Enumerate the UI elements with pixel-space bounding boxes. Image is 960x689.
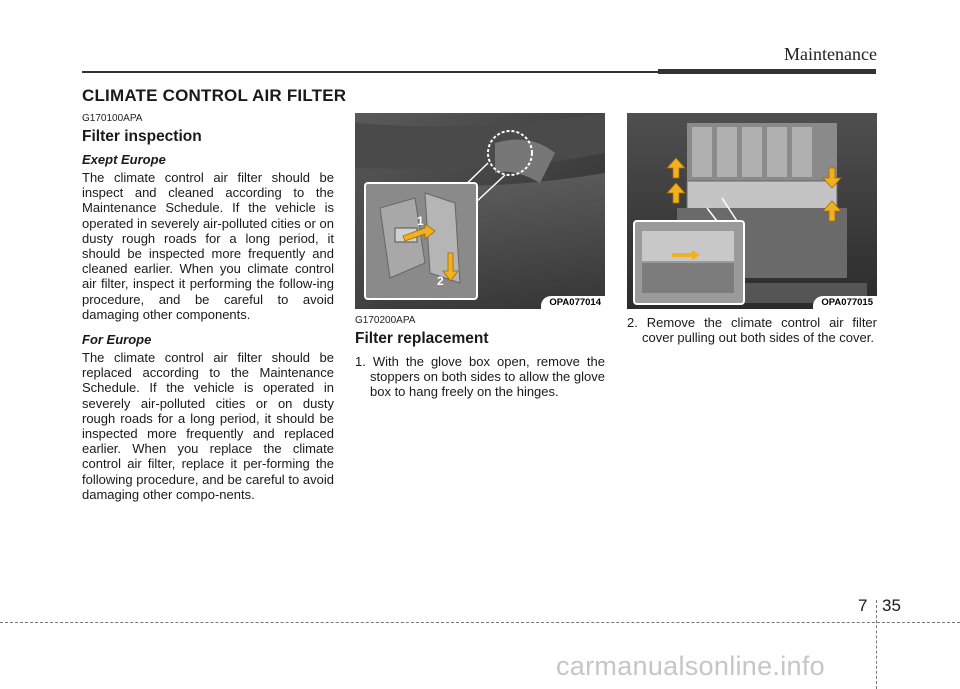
section-title: CLIMATE CONTROL AIR FILTER <box>82 86 347 105</box>
chapter-header-title: Maintenance <box>784 44 877 64</box>
except-europe-text: The climate control air filter should be inspect and cleaned according to the Maintenance Schedule. If the vehicle is operated in severely air-polluted cities or on dusty rough roads for a long period, it should be inspected more frequently and cleaned earlier. When you climate control air filter, inspect it performing the follow-ing procedure, and be careful to avoid damaging other components. <box>82 170 334 322</box>
europe-text: The climate control air filter should be replaced according to the Maintenance Schedule. If the vehicle is operated in severely air-polluted cities or on dusty rough roads for a long period, it should be inspected more frequently and replaced earlier. When you replace the climate control air filter, replace it per-forming the following procedure, and be careful to avoid damaging other compo-nents. <box>82 350 334 502</box>
page-number: 35 <box>882 596 901 615</box>
replacement-code: G170200APA <box>355 315 416 326</box>
replacement-step-1: 1. With the glove box open, remove the stoppers on both sides to allow the glove box to hang freely on the hinges. <box>355 354 605 400</box>
glove-box-figure <box>355 113 605 309</box>
chapter-number: 7 <box>858 596 868 615</box>
watermark: carmanualsonline.info <box>556 651 825 681</box>
footer-divider <box>876 600 877 689</box>
replacement-column <box>355 315 605 400</box>
header-rule-accent <box>658 69 876 74</box>
figure-label: OPA077014 <box>541 296 605 309</box>
callout-1: 1 <box>417 214 424 228</box>
inspection-column <box>82 113 334 512</box>
inspection-code: G170100APA <box>82 113 143 124</box>
replacement-column-2 <box>627 315 877 345</box>
inspection-heading: Filter inspection <box>82 128 202 145</box>
except-europe-label: Exept Europe <box>82 152 166 167</box>
footer-rule <box>0 622 960 623</box>
replacement-heading: Filter replacement <box>355 330 489 347</box>
header-rule <box>82 71 658 73</box>
glove-box-illustration <box>355 113 605 309</box>
replacement-step-2: 2. Remove the climate control air filter cover pulling out both sides of the cover. <box>627 315 877 346</box>
filter-cover-figure <box>627 113 877 309</box>
europe-label: For Europe <box>82 332 152 348</box>
callout-2: 2 <box>437 274 444 288</box>
filter-cover-illustration <box>627 113 877 309</box>
figure-label: OPA077015 <box>813 296 877 309</box>
